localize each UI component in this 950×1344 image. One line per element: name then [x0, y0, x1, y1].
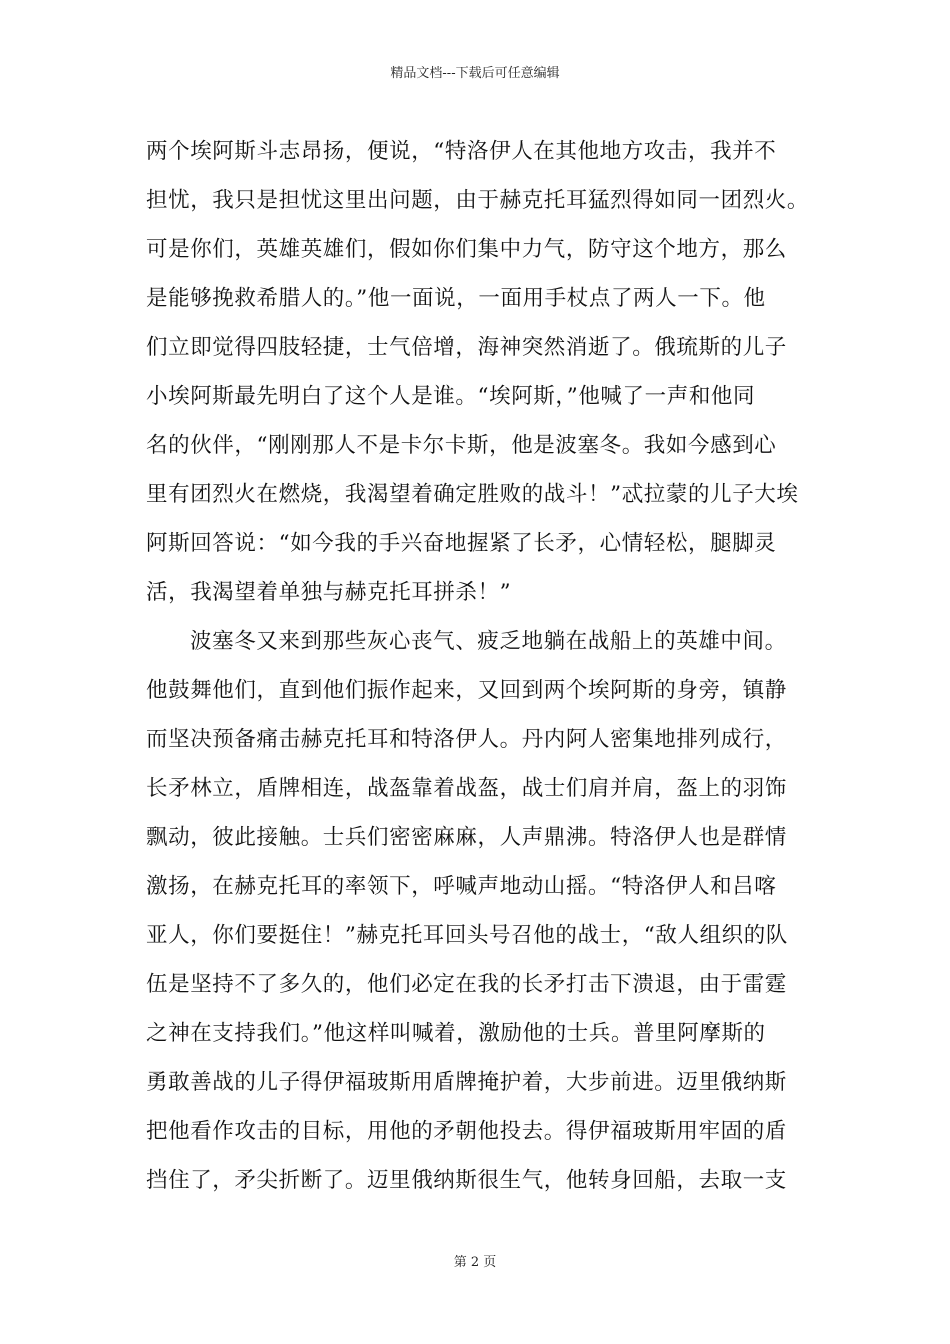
text-line: 激扬，在赫克托耳的率领下，呼喊声地动山摇。“特洛伊人和吕喀 [146, 874, 777, 899]
text-line: 担忧，我只是担忧这里出问题，由于赫克托耳猛烈得如同一团烈火。 [146, 188, 810, 213]
document-body [146, 127, 811, 1205]
text-line: 长矛林立，盾牌相连，战盔靠着战盔，战士们肩并肩，盔上的羽饰 [146, 776, 787, 801]
text-line: 亚人，你们要挺住！”赫克托耳回头号召他的战士，“敌人组织的队 [146, 923, 788, 948]
text-line: 挡住了，矛尖折断了。迈里俄纳斯很生气，他转身回船，去取一支 [146, 1168, 787, 1193]
text-line: 是能够挽救希腊人的。”他一面说，一面用手杖点了两人一下。他 [146, 286, 766, 311]
text-line: 名的伙伴，“刚刚那人不是卡尔卡斯，他是波塞冬。我如今感到心 [146, 433, 777, 458]
page-number: 第 2 页 [453, 1255, 497, 1270]
text-line: 阿斯回答说：“如今我的手兴奋地握紧了长矛，心情轻松，腿脚灵 [146, 531, 777, 556]
text-line: 可是你们，英雄英雄们，假如你们集中力气，防守这个地方，那么 [146, 237, 787, 262]
text-line: 波塞冬又来到那些灰心丧气、疲乏地躺在战船上的英雄中间。 [190, 629, 787, 654]
text-line: 活，我渴望着单独与赫克托耳拼杀！” [146, 580, 512, 605]
text-line: 他鼓舞他们，直到他们振作起来，又回到两个埃阿斯的身旁，镇静 [146, 678, 787, 703]
text-line: 小埃阿斯最先明白了这个人是谁。“埃阿斯，”他喊了一声和他同 [146, 384, 756, 409]
text-line: 之神在支持我们。”他这样叫喊着，激励他的士兵。普里阿摩斯的 [146, 1021, 766, 1046]
text-line: 们立即觉得四肢轻捷，士气倍增，海神突然消逝了。俄琉斯的儿子 [146, 335, 787, 360]
text-line: 飘动，彼此接触。士兵们密密麻麻，人声鼎沸。特洛伊人也是群情 [146, 825, 787, 850]
page-header: 精品文档---下载后可任意编辑 [390, 66, 560, 81]
text-line: 而坚决预备痛击赫克托耳和特洛伊人。丹内阿人密集地排列成行， [146, 727, 787, 752]
text-line: 勇敢善战的儿子得伊福玻斯用盾牌掩护着，大步前进。迈里俄纳斯 [146, 1070, 787, 1095]
text-line: 里有团烈火在燃烧，我渴望着确定胜败的战斗！”忒拉蒙的儿子大埃 [146, 482, 799, 507]
text-line: 伍是坚持不了多久的，他们必定在我的长矛打击下溃退，由于雷霆 [146, 972, 787, 997]
text-line: 两个埃阿斯斗志昂扬，便说，“特洛伊人在其他地方攻击，我并不 [146, 139, 777, 164]
text-line: 把他看作攻击的目标，用他的矛朝他投去。得伊福玻斯用牢固的盾 [146, 1119, 787, 1144]
